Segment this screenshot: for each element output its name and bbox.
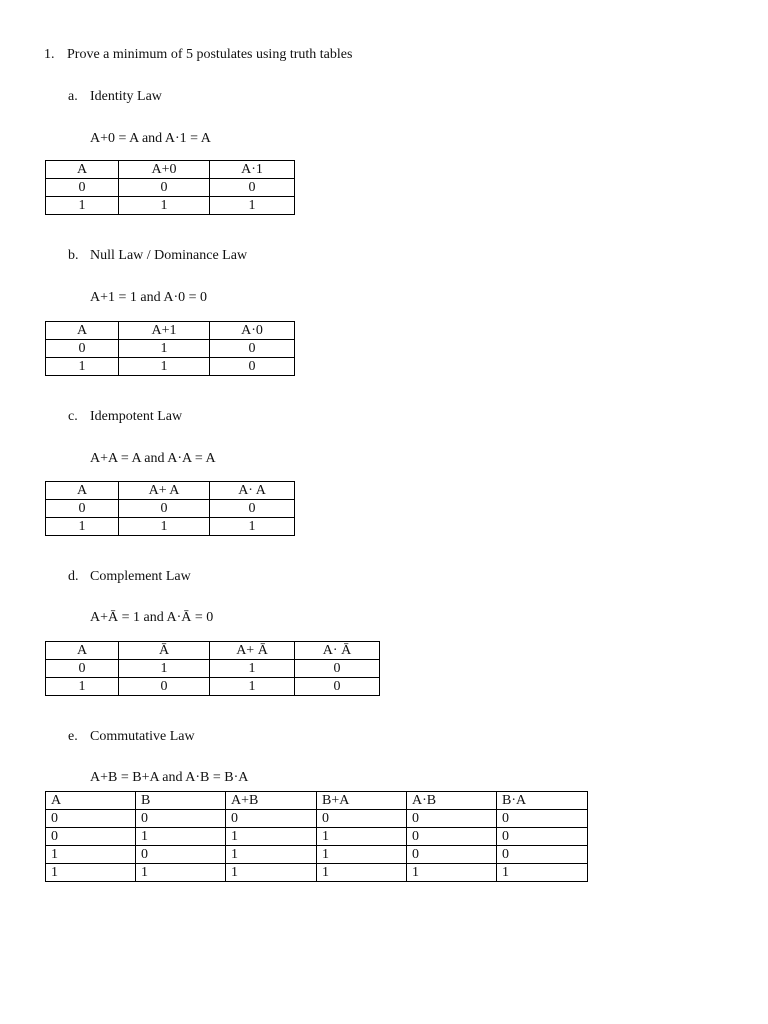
section-b-title: Null Law / Dominance Law	[90, 248, 248, 263]
header-cell: A·0	[210, 322, 295, 340]
table-cell: 1	[119, 518, 210, 536]
section-d-letter: d.	[68, 569, 79, 584]
header-cell: A	[46, 792, 136, 810]
table-cell: 0	[210, 179, 295, 197]
header-cell: A·B	[407, 792, 497, 810]
table-cell: 0	[295, 660, 380, 678]
table-cell: 1	[317, 864, 407, 882]
table-row	[46, 500, 295, 518]
table-cell: 0	[119, 678, 210, 696]
table-cell: 1	[46, 197, 119, 215]
table-cell: 1	[226, 846, 317, 864]
section-c-letter: c.	[68, 409, 78, 424]
header-cell: A+1	[119, 322, 210, 340]
table-row	[46, 660, 380, 678]
table-cell: 0	[497, 810, 588, 828]
section-c-formula: A+A = A and A·A = A	[90, 451, 216, 466]
header-cell: A+ Ā	[210, 642, 295, 660]
table-cell: 0	[407, 846, 497, 864]
header-cell: Ā	[119, 642, 210, 660]
section-e-letter: e.	[68, 729, 78, 744]
table-cell: 1	[210, 518, 295, 536]
table-cell: 1	[317, 846, 407, 864]
table-cell: 0	[46, 660, 119, 678]
table-cell: 0	[46, 179, 119, 197]
question-number: 1.	[44, 47, 55, 62]
truth-table-identity	[45, 160, 295, 215]
table-cell: 0	[407, 828, 497, 846]
table-row	[46, 340, 295, 358]
table-cell: 1	[46, 678, 119, 696]
table-cell: 0	[46, 828, 136, 846]
table-cell: 1	[226, 864, 317, 882]
question-text: Prove a minimum of 5 postulates using truth tables	[67, 47, 353, 62]
section-a-letter: a.	[68, 89, 78, 104]
table-cell: 1	[119, 660, 210, 678]
table-cell: 0	[210, 358, 295, 376]
truth-table-null	[45, 321, 295, 376]
header-cell: A· A	[210, 482, 295, 500]
table-row	[46, 179, 295, 197]
section-a-formula: A+0 = A and A·1 = A	[90, 131, 211, 146]
table-header-row	[46, 792, 588, 810]
table-row	[46, 846, 588, 864]
section-c-title: Idempotent Law	[90, 409, 183, 424]
table-cell: 1	[497, 864, 588, 882]
table-row	[46, 864, 588, 882]
table-cell: 1	[46, 846, 136, 864]
header-cell: B·A	[497, 792, 588, 810]
table-cell: 0	[119, 179, 210, 197]
header-cell: A+0	[119, 161, 210, 179]
table-cell: 0	[46, 810, 136, 828]
truth-table-commutative	[45, 791, 588, 882]
header-cell: A	[46, 642, 119, 660]
table-row	[46, 828, 588, 846]
table-header-row	[46, 482, 295, 500]
table-cell: 0	[317, 810, 407, 828]
table-cell: 0	[136, 846, 226, 864]
section-a-title: Identity Law	[90, 89, 162, 104]
table-cell: 1	[210, 197, 295, 215]
table-cell: 1	[136, 828, 226, 846]
section-e-title: Commutative Law	[90, 729, 195, 744]
table-cell: 0	[119, 500, 210, 518]
table-cell: 0	[46, 500, 119, 518]
table-row	[46, 358, 295, 376]
table-cell: 0	[497, 828, 588, 846]
table-cell: 0	[226, 810, 317, 828]
section-b-formula: A+1 = 1 and A·0 = 0	[90, 290, 208, 305]
table-cell: 0	[210, 500, 295, 518]
section-d-title: Complement Law	[90, 569, 191, 584]
table-header-row	[46, 642, 380, 660]
table-cell: 1	[136, 864, 226, 882]
header-cell: A+B	[226, 792, 317, 810]
truth-table-idempotent	[45, 481, 295, 536]
table-cell: 0	[210, 340, 295, 358]
table-cell: 1	[46, 358, 119, 376]
header-cell: B+A	[317, 792, 407, 810]
table-row	[46, 197, 295, 215]
table-row	[46, 518, 295, 536]
table-cell: 1	[46, 864, 136, 882]
table-cell: 1	[317, 828, 407, 846]
table-cell: 0	[46, 340, 119, 358]
section-e-formula: A+B = B+A and A·B = B·A	[90, 770, 249, 785]
table-cell: 0	[497, 846, 588, 864]
header-cell: A	[46, 322, 119, 340]
table-header-row	[46, 322, 295, 340]
table-cell: 1	[407, 864, 497, 882]
truth-table-complement	[45, 641, 380, 696]
header-cell: A	[46, 482, 119, 500]
table-cell: 1	[119, 358, 210, 376]
header-cell: A	[46, 161, 119, 179]
table-cell: 1	[210, 660, 295, 678]
table-cell: 1	[226, 828, 317, 846]
table-cell: 1	[210, 678, 295, 696]
header-cell: A·1	[210, 161, 295, 179]
header-cell: B	[136, 792, 226, 810]
header-cell: A+ A	[119, 482, 210, 500]
table-cell: 1	[46, 518, 119, 536]
table-cell: 1	[119, 340, 210, 358]
header-cell: A· Ā	[295, 642, 380, 660]
table-row	[46, 810, 588, 828]
table-cell: 0	[407, 810, 497, 828]
table-cell: 0	[295, 678, 380, 696]
section-b-letter: b.	[68, 248, 79, 263]
table-cell: 1	[119, 197, 210, 215]
table-row	[46, 678, 380, 696]
section-d-formula: A+Ā = 1 and A·Ā = 0	[90, 610, 214, 625]
table-header-row	[46, 161, 295, 179]
table-cell: 0	[136, 810, 226, 828]
